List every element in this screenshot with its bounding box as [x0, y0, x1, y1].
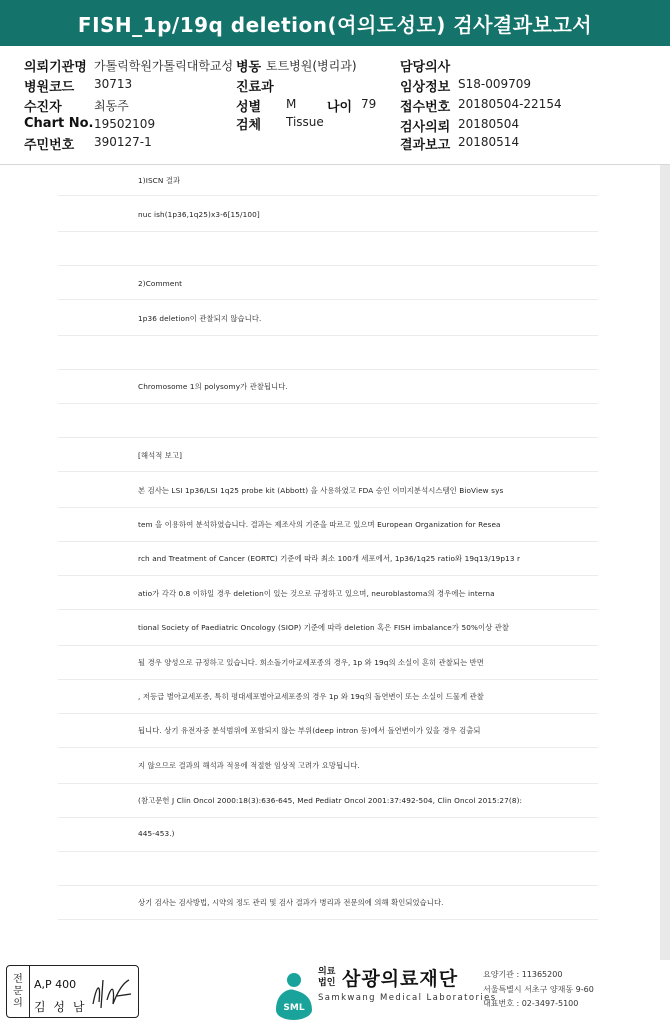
ward-label: 병동 — [236, 60, 262, 75]
rule-line — [58, 265, 598, 266]
svg-text:SML: SML — [283, 1003, 305, 1013]
rule-line — [58, 679, 598, 680]
request-date-value: 20180504 — [458, 117, 520, 131]
patient-info-panel — [0, 48, 670, 165]
age-label: 나이 — [327, 100, 353, 115]
reception-number-label: 접수번호 — [400, 100, 451, 115]
org-code: 요양기관 : 11365200 — [483, 970, 563, 979]
rule-line — [58, 817, 598, 818]
approval-code: A,P 400 — [34, 978, 77, 991]
org-english-name: Samkwang Medical Laboratories — [318, 993, 497, 1003]
chart-number-label: Chart No. — [24, 116, 94, 131]
rule-line — [58, 645, 598, 646]
patient-label: 수진자 — [24, 100, 62, 115]
interpretation-line: rch and Treatment of Cancer (EORTC) 기준에 따라 최소 100개 세포에서, 1p36/1q25 ratio와 19q13/19p13 r — [138, 554, 521, 563]
report-footer — [0, 960, 670, 1029]
rule-line — [58, 471, 598, 472]
institution-label: 의뢰기관명 — [24, 60, 87, 75]
report-title: FISH_1p/19q deletion(여의도성모) 검사결과보고서 — [0, 0, 670, 46]
rule-line — [58, 507, 598, 508]
rule-line — [58, 195, 598, 196]
ward-value: 토트병원(병리과) — [266, 59, 357, 73]
comment-line: 1p36 deletion이 관찰되지 않습니다. — [138, 314, 262, 323]
org-prefix-line: 법인 — [318, 978, 336, 988]
specimen-label: 검체 — [236, 118, 262, 133]
institution-value: 가톨릭학원가톨릭대학교성 — [94, 59, 234, 73]
interpretation-line: tional Society of Paediatric Oncology (SIOP) 기준에 따라 deletion 혹은 FISH imbalance가 50%이상 관찰 — [138, 623, 509, 632]
org-name: 삼광의료재단 — [342, 968, 459, 990]
rule-line — [58, 747, 598, 748]
sex-value: M — [286, 97, 297, 111]
rule-line — [58, 713, 598, 714]
report-date-label: 결과보고 — [400, 138, 451, 153]
hospital-code-label: 병원코드 — [24, 80, 75, 95]
request-date-label: 검사의뢰 — [400, 120, 451, 135]
clinical-info-label: 임상정보 — [400, 80, 451, 95]
department-label: 진료과 — [236, 80, 274, 95]
sex-label: 성별 — [236, 100, 262, 115]
chart-number-value: 19502109 — [94, 117, 156, 131]
reference-line: (참고문헌 J Clin Oncol 2000:18(3):636-645, Med Pediatr Oncol 2001:37:492-504, Clin Oncol 2015:27(8): — [138, 796, 523, 805]
approval-side-char: 문 — [13, 985, 23, 997]
interpretation-line: 될 경우 양성으로 규정하고 있습니다. 희소돌기아교세포종의 경우, 1p 와 19q의 소실이 흔히 관찰되는 반면 — [138, 658, 484, 667]
specimen-value: Tissue — [286, 115, 324, 129]
hospital-code-value: 30713 — [94, 77, 133, 91]
approval-side-char: 전 — [13, 973, 23, 985]
rule-line — [58, 609, 598, 610]
resident-number-value: 390127-1 — [94, 135, 152, 149]
approver-name: 김 성 남 — [34, 1000, 87, 1014]
samkwang-logo-icon — [272, 966, 316, 1020]
interpretation-line: 본 검사는 LSI 1p36/LSI 1q25 probe kit (Abbott) 을 사용하였고 FDA 승인 이미지분석시스템인 BioView sys — [138, 486, 504, 495]
rule-line — [58, 919, 598, 920]
rule-line — [58, 851, 598, 852]
rule-line — [58, 299, 598, 300]
rule-line — [58, 575, 598, 576]
approval-side-char: 의 — [13, 997, 23, 1009]
approval-stamp — [6, 965, 139, 1018]
iscn-heading: 1)ISCN 결과 — [138, 176, 181, 185]
interpretation-line: atio가 각각 0.8 이하일 경우 deletion이 있는 것으로 규정하고 있으며, neuroblastoma의 경우에는 interna — [138, 589, 495, 598]
rule-line — [58, 369, 598, 370]
patient-value: 최동주 — [94, 99, 129, 113]
rule-line — [58, 437, 598, 438]
clinical-info-value: S18-009709 — [458, 77, 532, 91]
age-value: 79 — [361, 97, 377, 111]
interpretation-line: 지 않으므로 결과의 해석과 적용에 적절한 임상적 고려가 요망됩니다. — [138, 761, 360, 770]
signature-image — [89, 974, 135, 1012]
rule-line — [58, 783, 598, 784]
approval-side-label — [7, 966, 30, 1017]
interpretation-line: , 저등급 별아교세포종, 특히 평대세포별아교세포종의 경우 1p 와 19q의 돌연변이 또는 소실이 드물게 관찰 — [138, 692, 484, 701]
org-prefix-line: 의료 — [318, 967, 336, 977]
org-phone: 대표번호 : 02-3497-5100 — [483, 999, 579, 1008]
org-address: 서울특별시 서초구 양재동 9-60 — [483, 985, 594, 994]
report-body — [0, 165, 670, 960]
rule-line — [58, 231, 598, 232]
doctor-label: 담당의사 — [400, 60, 451, 75]
report-date-value: 20180514 — [458, 135, 520, 149]
iscn-result: nuc ish(1p36,1q25)x3-6[15/100] — [138, 210, 260, 219]
interpretation-line: tem 을 이용하여 분석하였습니다. 결과는 제조사의 기준을 따르고 있으며 European Organization for Resea — [138, 520, 501, 529]
interpretation-heading: [해석적 보고] — [138, 451, 183, 460]
reference-line: 445-453.) — [138, 829, 175, 838]
interpretation-line: 됩니다. 상기 유전자중 분석범위에 포함되지 않는 부위(deep intron 등)에서 돌연변이가 있을 경우 검출되 — [138, 726, 481, 735]
reception-number-value: 20180504-22154 — [458, 97, 562, 111]
confirmation-line: 상기 검사는 검사방법, 시약의 정도 관리 및 검사 결과가 병리과 전문의에 의해 확인되었습니다. — [138, 898, 444, 907]
comment-heading: 2)Comment — [138, 279, 183, 288]
comment-line: Chromosome 1의 polysomy가 관찰됩니다. — [138, 382, 288, 391]
rule-line — [58, 541, 598, 542]
rule-line — [58, 335, 598, 336]
rule-line — [58, 885, 598, 886]
resident-number-label: 주민번호 — [24, 138, 75, 153]
rule-line — [58, 403, 598, 404]
org-prefix — [318, 967, 338, 989]
